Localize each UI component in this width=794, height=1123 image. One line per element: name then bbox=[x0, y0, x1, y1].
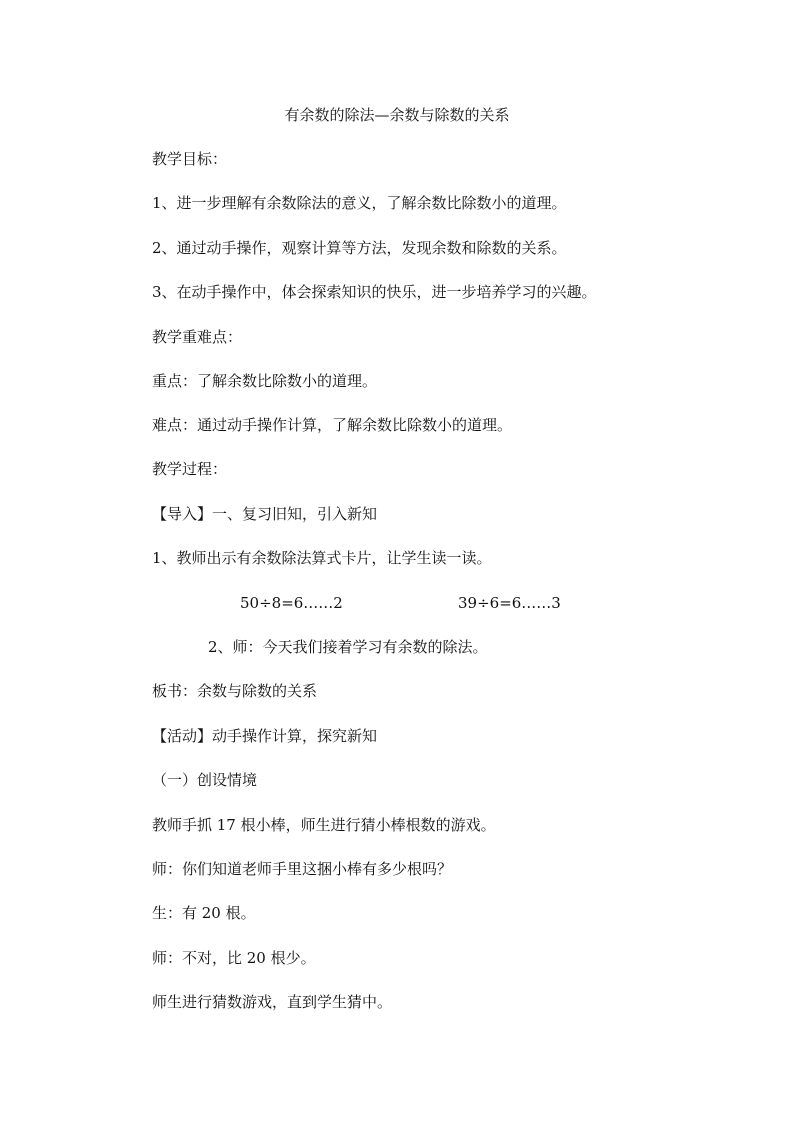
paragraph-guess: 师生进行猜数游戏，直到学生猜中。 bbox=[152, 993, 393, 1011]
intro-heading: 【导入】一、复习旧知，引入新知 bbox=[152, 505, 378, 523]
equation-1: 50÷8=6……2 bbox=[240, 594, 343, 612]
keypoints-heading: 教学重难点： bbox=[152, 328, 243, 346]
key-point: 重点：了解余数比除数小的道理。 bbox=[152, 372, 378, 390]
board-note: 板书：余数与除数的关系 bbox=[152, 682, 318, 700]
difficult-point: 难点：通过动手操作计算，了解余数比除数小的道理。 bbox=[152, 416, 513, 434]
paragraph: 教师手抓 17 根小棒，师生进行猜小棒根数的游戏。 bbox=[152, 816, 496, 834]
goal-item-2: 2、通过动手操作，观察计算等方法，发现余数和除数的关系。 bbox=[152, 239, 567, 257]
equation-2: 39÷6=6……3 bbox=[458, 594, 561, 612]
goal-item-3: 3、在动手操作中，体会探索知识的快乐，进一步培养学习的兴趣。 bbox=[152, 283, 597, 301]
intro-step-2: 2、师：今天我们接着学习有余数的除法。 bbox=[208, 638, 488, 656]
intro-step-1: 1、教师出示有余数除法算式卡片，让学生读一读。 bbox=[152, 549, 492, 567]
dialog-line-3: 师：不对，比 20 根少。 bbox=[152, 949, 316, 967]
document-title: 有余数的除法—余数与除数的关系 bbox=[284, 106, 510, 124]
section-heading: （一）创设情境 bbox=[152, 771, 258, 789]
process-heading: 教学过程： bbox=[152, 460, 228, 478]
goal-item-1: 1、进一步理解有余数除法的意义，了解余数比除数小的道理。 bbox=[152, 194, 567, 212]
goals-heading: 教学目标： bbox=[152, 150, 228, 168]
dialog-line-2: 生：有 20 根。 bbox=[152, 904, 256, 922]
activity-heading: 【活动】动手操作计算，探究新知 bbox=[152, 727, 378, 745]
dialog-line-1: 师：你们知道老师手里这捆小棒有多少根吗？ bbox=[152, 860, 453, 878]
